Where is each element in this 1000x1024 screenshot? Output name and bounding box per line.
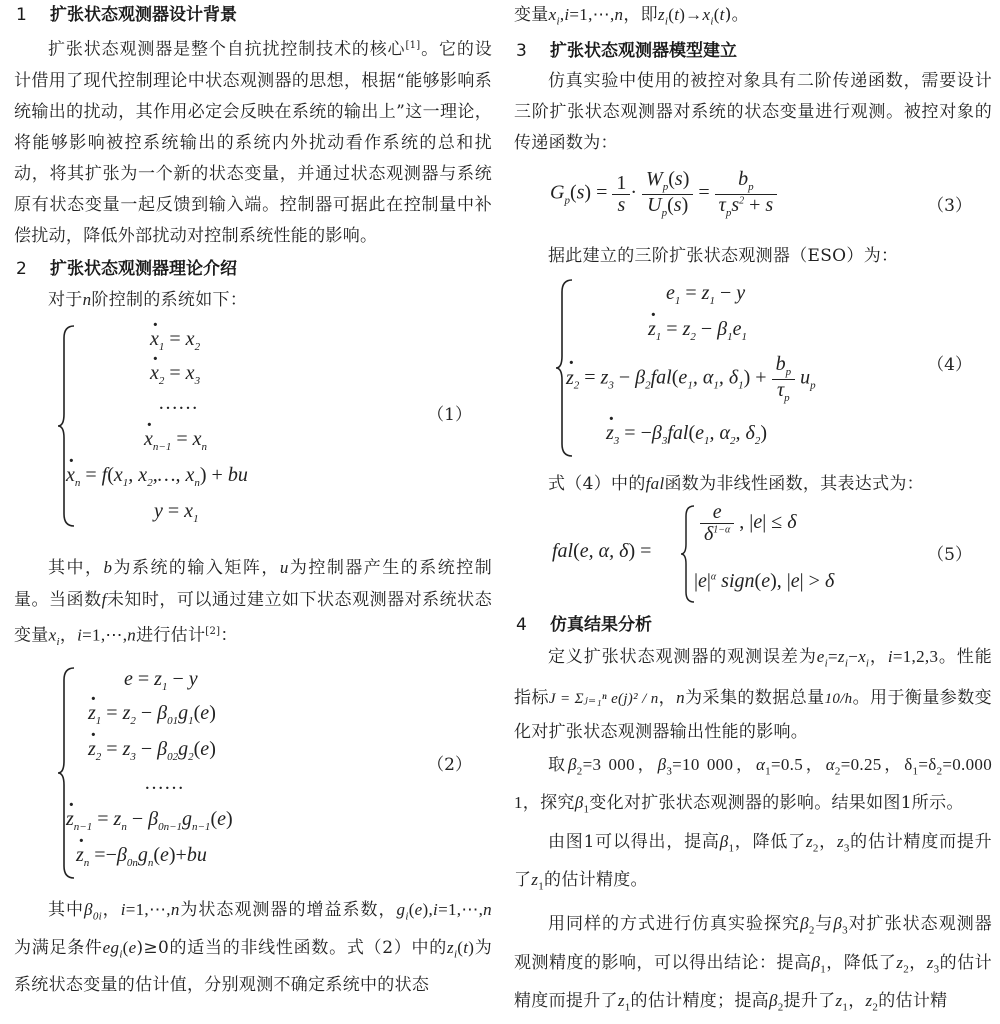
paragraph-gain: 其中$\beta_{0i}$，i=1,⋯,n为状态观测器的增益系数，$g_i(e),i=1,\cdots,n$为满足条件$eg_i(e)\ge 0$的适当的非线性函数。式（2）中的$z_i(t)$为系统状态变量的估计值，分别观测不确定系统中的状态 (14, 899, 492, 996)
eq2-line-5: $z \cdot_{n-1} = z_n - \beta_{0n-1}g_{n-1}(e)$ (66, 808, 233, 833)
eq1-line-5: $x \cdot_n = f(x_1$, $x_2,\dots$, $x_n$) + bu (66, 464, 248, 489)
equation-number: （1） (427, 404, 472, 425)
eq3-formula: $G_p(s)$ = $\frac{1}{s}$ · $\frac{W_p(s)}{U_p(s)}$ = $\frac{b_p}{\tau_ps^2 + s}$ (550, 169, 777, 219)
paragraph-result-2: 用同样的方式进行仿真实验探究$\beta_2$与$\beta_3$对扩张状态观测器观测精度的影响，可以得出结论：提高$\beta_1$，降低了$z_2$，$z_3$的估计精度而提升了$z_1$的估计精度；提高$\beta_2$提升了$z_1$，$z_2$的估计精 (514, 914, 992, 1014)
section-1-heading (14, 0, 492, 30)
performance-index-formula: J = Σⱼ₌₁ⁿ e(j)² / n (548, 690, 659, 707)
equation-5 (514, 502, 992, 608)
equation-4 (514, 278, 992, 460)
equation-3 (514, 167, 992, 241)
section-2-heading (14, 254, 492, 284)
section-4-heading (514, 610, 992, 640)
eq1-line-3: …… (158, 391, 198, 414)
paragraph-fal: 式（4）中的fal函数为非线性函数，其表达式为： (548, 474, 924, 495)
paragraph-observer: 其中，b为系统的输入矩阵，u为控制器产生的系统控制量。当函数f未知时，可以通过建立如下状态观测器对系统状态变量$x_i$，i=1,⋯,n进行估计[2]： (14, 557, 492, 648)
section-title: 扩张状态观测器理论介绍 (50, 258, 237, 279)
equation-number: （4） (927, 355, 972, 376)
paragraph-error: 定义扩张状态观测器的观测误差为$e_i=z_i-x_i$，i=1,2,3。性能指标J = Σⱼ₌₁ⁿ e(j)² / n，n为采集的数据总量10/h。用于衡量参数变化对扩张状态观测器输出性能的影响。 (514, 647, 993, 742)
section-title: 扩张状态观测器模型建立 (550, 41, 737, 62)
eq2-line-4: …… (144, 771, 184, 794)
eq5-case-1: $\frac{e}{\delta^{1-\alpha}}$ , |e| ≤ δ (700, 502, 796, 545)
paragraph-eso: 据此建立的三阶扩张状态观测器（ESO）为： (548, 246, 899, 267)
eq1-line-1: $x \cdot_1 = x_2$ (150, 328, 200, 353)
eq2-line-1: $e = z_1 - y$ (124, 667, 198, 693)
equation-number: （2） (427, 754, 472, 775)
left-column (14, 0, 492, 1001)
equation-2 (14, 666, 492, 884)
paragraph-background: 扩张状态观测器是整个自抗扰控制技术的核心[1]。它的设计借用了现代控制理论中状态观测器的思想，根据“能够影响系统输出的扰动，其作用必定会反映在系统的输出上”这一理论，将能够影响被控系统输出的系统内外扰动看作系统的总和扰动，将其扩张为一个新的状态变量，并通过状态观测器与系统原有状态变量一起反馈到输入端。控制器可据此在控制量中补偿扰动，降低外部扰动对控制系统性能的影响。 (14, 39, 493, 246)
eq5-lhs: fal(e, α, δ) = (552, 540, 652, 563)
paragraph-continued: 变量$x_i,i=1,\cdots,n$，即$z_i(t)\to x_i(t)$。 (514, 5, 749, 28)
eq2-line-2: $z \cdot_1 = z_2 - \beta_{01}g_1(e)$ (88, 702, 216, 727)
eq2-line-6: $z \cdot_n =-\beta_{0n}g_n(e)+bu$ (76, 844, 207, 869)
section-title: 仿真结果分析 (550, 615, 652, 636)
paragraph-result-1: 由图1可以得出，提高$\beta_1$，降低了$z_2$，$z_3$的估计精度而提升了$z_1$的估计精度。 (514, 831, 992, 893)
section-3-heading (514, 36, 992, 66)
eq4-line-2: $z \cdot_1 = z_2 - \beta_1e_1$ (648, 318, 747, 343)
eq1-line-2: $x \cdot_2 = x_3$ (150, 362, 200, 387)
eq1-line-6: $y = x_1$ (154, 499, 199, 525)
section-number: 1 (16, 5, 27, 25)
equation-number: （5） (927, 545, 972, 566)
section-number: 4 (516, 615, 527, 636)
eq4-line-4: $z \cdot_3 = -\beta_3fal(e_1$, $\alpha_2$, $\delta_2$) (606, 422, 767, 447)
eq1-line-4: $x \cdot_{n-1} = x_n$ (144, 428, 207, 453)
eq5-case-2: $|e|^\alpha$ sign(e), |e| > δ (694, 570, 835, 593)
paragraph-plant: 仿真实验中使用的被控对象具有二阶传递函数，需要设计三阶扩张状态观测器对系统的状态变量进行观测。被控对象的传递函数为： (514, 71, 992, 154)
section-number: 2 (16, 258, 27, 279)
section-number: 3 (516, 41, 527, 62)
eq4-line-1: $e_1 = z_1 - y$ (666, 282, 746, 308)
left-brace (56, 324, 76, 529)
paragraph-params: 取$\beta_2=3$ 000，$\beta_3=10$ 000，$\alpha_1=0.5$，$\alpha_2=0.25$，$\delta_1=\delta_2=0.000$ 1，探究$\beta_1$变化对扩张状态观测器的影响。结果如图1所示。 (514, 754, 993, 816)
paragraph-system: 对于n阶控制的系统如下： (48, 289, 248, 310)
eq4-line-3: $z \cdot_2 = z_3 - \beta_2fal(e_1$, $\alpha_1$, $\delta_1$) + $\frac{b_p}{\tau_p}$ $u_p$ (566, 354, 816, 404)
equation-1 (14, 324, 492, 534)
eq2-line-3: $z \cdot_2 = z_3 - \beta_{02}g_2(e)$ (88, 738, 216, 763)
right-column (514, 0, 992, 1024)
left-brace (56, 666, 76, 881)
section-title: 扩张状态观测器设计背景 (50, 5, 237, 25)
equation-number: （3） (927, 196, 972, 217)
